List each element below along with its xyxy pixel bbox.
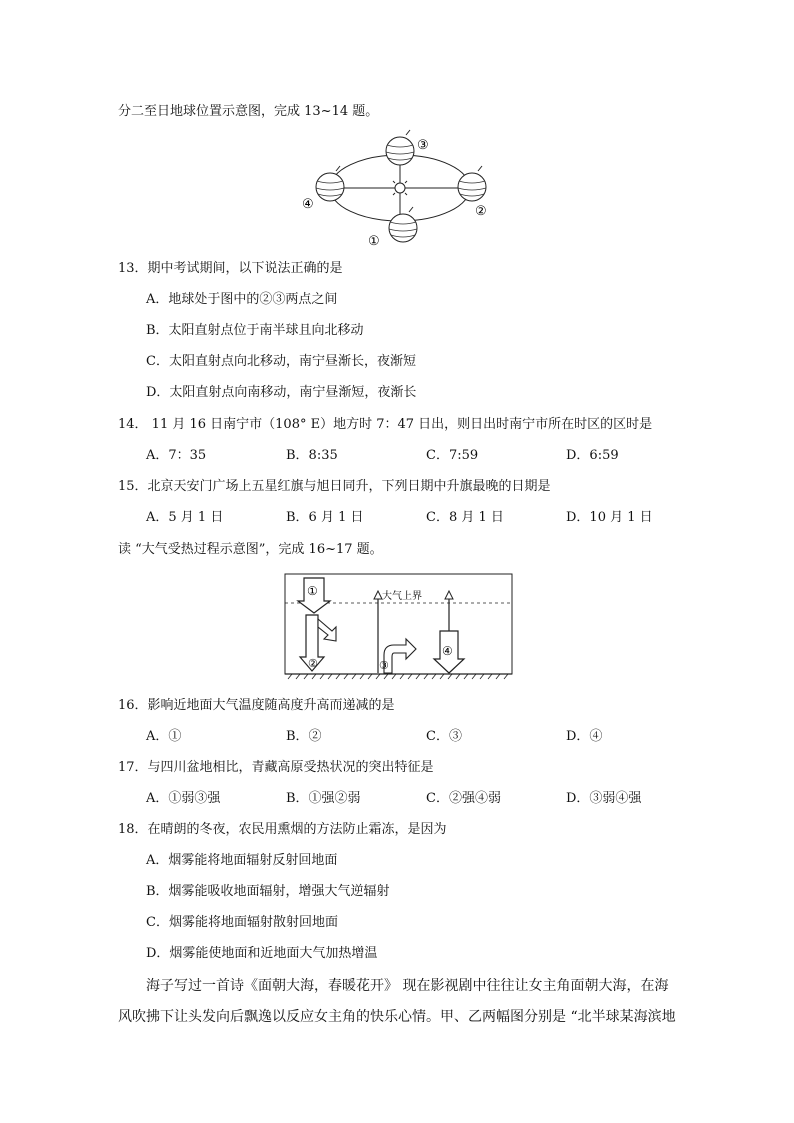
q16-option-a: A．① [146,729,182,744]
q14-option-d: D．6:59 [566,448,619,463]
q13-option-d: D．太阳直射点向南移动，南宁昼渐短，夜渐长 [146,385,417,400]
q16-option-c: C．③ [426,729,462,744]
q14-option-b: B．8:35 [286,448,338,463]
q18-option-d: D．烟雾能使地面和近地面大气加热增温 [146,946,378,961]
earth-orbit-diagram [300,125,500,250]
q17-stem: 17．与四川盆地相比，青藏高原受热状况的突出特征是 [118,760,434,775]
earth-icon-top [386,130,414,165]
q17-option-a: A．①弱③强 [146,791,221,806]
q13-option-b: B．太阳直射点位于南半球且向北移动 [146,323,364,338]
atmosphere-top-label: 大气上界 [382,591,422,602]
passage-line-1: 海子写过一首诗《面朝大海，春暖花开》 现在影视剧中往往让女主角面朝大海，在海 [146,978,669,994]
q13-option-a: A．地球处于图中的②③两点之间 [146,292,338,307]
atmos-label-2: ② [308,657,318,670]
q18-option-b: B．烟雾能吸收地面辐射，增强大气逆辐射 [146,884,390,899]
earth-icon-bottom [389,207,417,242]
q18-option-c: C．烟雾能将地面辐射散射回地面 [146,915,338,930]
q17-option-b: B．①强②弱 [286,791,361,806]
q18-option-a: A．烟雾能将地面辐射反射回地面 [146,853,338,868]
intro-text-16-17: 读 “大气受热过程示意图”，完成 16~17 题。 [118,542,383,557]
q16-option-d: D．④ [566,729,603,744]
passage-line-2: 风吹拂下让头发向后飘逸以反应女主角的快乐心情。甲、乙两幅图分别是 “北半球某海滨地 [118,1009,676,1025]
atmos-label-4: ④ [442,644,453,658]
q16-stem: 16．影响近地面大气温度随高度升高而递减的是 [118,698,395,713]
q15-option-a: A．5 月 1 日 [146,510,224,525]
q17-option-c: C．②强④弱 [426,791,501,806]
q15-option-c: C．8 月 1 日 [426,510,504,525]
intro-text-13-14: 分二至日地球位置示意图，完成 13~14 题。 [118,104,379,119]
q15-option-d: D．10 月 1 日 [566,510,653,525]
orbit-label-2: ② [475,204,487,219]
orbit-label-3: ③ [417,138,429,153]
q18-stem: 18．在晴朗的冬夜，农民用熏烟的方法防止霜冻，是因为 [118,822,447,837]
orbit-label-1: ① [368,234,380,249]
q14-option-c: C．7:59 [426,448,479,463]
q15-option-b: B．6 月 1 日 [286,510,364,525]
q14-stem: 14． 11 月 16 日南宁市（108° E）地方时 7：47 日出，则日出时南宁市所在时区的区时是 [118,417,653,432]
q17-option-d: D．③弱④强 [566,791,642,806]
atmos-label-1: ① [307,584,318,598]
q16-option-b: B．② [286,729,322,744]
q13-stem: 13．期中考试期间，以下说法正确的是 [118,261,343,276]
sun-icon [390,178,410,198]
q14-option-a: A．7：35 [146,448,207,463]
atmosphere-heating-diagram [284,573,514,681]
earth-icon-right [458,166,486,201]
orbit-label-4: ④ [302,197,314,212]
atmos-label-3: ③ [379,659,389,672]
q13-option-c: C．太阳直射点向北移动，南宁昼渐长，夜渐短 [146,354,416,369]
q15-stem: 15．北京天安门广场上五星红旗与旭日同升，下列日期中升旗最晚的日期是 [118,479,551,494]
